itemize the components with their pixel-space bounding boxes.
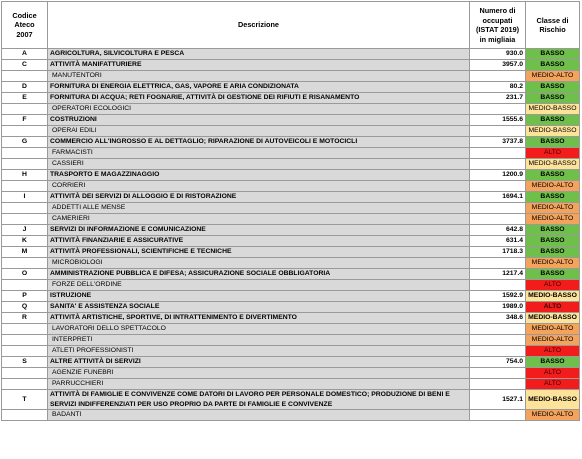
table-row	[2, 357, 580, 368]
description-cell: FORNITURA DI ACQUA; RETI FOGNARIE, ATTIVITÀ DI GESTIONE DEI RIFIUTI E RISANAMENTO	[48, 93, 470, 104]
ateco-code-cell: P	[2, 291, 48, 302]
ateco-code-cell: T	[2, 390, 48, 410]
description-cell: LAVORATORI DELLO SPETTACOLO	[48, 324, 470, 335]
header-employed-line: Numero di	[479, 6, 516, 15]
ateco-code-cell: I	[2, 192, 48, 203]
employed-cell	[470, 346, 526, 357]
description-cell: SANITA' E ASSISTENZA SOCIALE	[48, 302, 470, 313]
employed-cell	[470, 71, 526, 82]
risk-class-badge: MEDIO-BASSO	[526, 313, 580, 324]
table-row	[2, 346, 580, 357]
risk-class-table	[1, 1, 580, 421]
employed-cell: 631.4	[470, 236, 526, 247]
table-row	[2, 148, 580, 159]
risk-class-badge: BASSO	[526, 192, 580, 203]
table-row	[2, 181, 580, 192]
header-risk-class	[526, 2, 580, 49]
risk-class-badge: MEDIO-ALTO	[526, 258, 580, 269]
employed-cell: 1217.4	[470, 269, 526, 280]
risk-class-badge: MEDIO-ALTO	[526, 335, 580, 346]
table-body	[2, 49, 580, 421]
risk-class-badge: MEDIO-ALTO	[526, 181, 580, 192]
description-cell: ADDETTI ALLE MENSE	[48, 203, 470, 214]
ateco-code-cell	[2, 368, 48, 379]
table-row	[2, 269, 580, 280]
risk-class-badge: BASSO	[526, 170, 580, 181]
table-row	[2, 115, 580, 126]
ateco-code-cell	[2, 324, 48, 335]
description-cell: AMMINISTRAZIONE PUBBLICA E DIFESA; ASSICURAZIONE SOCIALE OBBLIGATORIA	[48, 269, 470, 280]
employed-cell: 1592.9	[470, 291, 526, 302]
risk-class-badge: MEDIO-BASSO	[526, 104, 580, 115]
ateco-code-cell	[2, 258, 48, 269]
employed-cell	[470, 181, 526, 192]
employed-cell: 1989.0	[470, 302, 526, 313]
description-cell: FARMACISTI	[48, 148, 470, 159]
risk-class-badge: BASSO	[526, 115, 580, 126]
header-ateco-code	[2, 2, 48, 49]
description-cell: ATTIVITÀ FINANZIARIE E ASSICURATIVE	[48, 236, 470, 247]
risk-class-badge: MEDIO-ALTO	[526, 214, 580, 225]
ateco-code-cell: F	[2, 115, 48, 126]
table-row	[2, 192, 580, 203]
table-row	[2, 104, 580, 115]
risk-class-badge: ALTO	[526, 346, 580, 357]
risk-class-badge: MEDIO-BASSO	[526, 159, 580, 170]
employed-cell	[470, 214, 526, 225]
ateco-code-cell: D	[2, 82, 48, 93]
table-row	[2, 159, 580, 170]
employed-cell: 1200.9	[470, 170, 526, 181]
table-row	[2, 236, 580, 247]
description-cell: PARRUCCHIERI	[48, 379, 470, 390]
employed-cell	[470, 148, 526, 159]
employed-cell: 642.8	[470, 225, 526, 236]
risk-class-badge: MEDIO-ALTO	[526, 71, 580, 82]
table-row	[2, 379, 580, 390]
ateco-code-cell: Q	[2, 302, 48, 313]
table-row	[2, 410, 580, 421]
ateco-code-cell: S	[2, 357, 48, 368]
table-row	[2, 170, 580, 181]
risk-class-badge: ALTO	[526, 280, 580, 291]
table-row	[2, 49, 580, 60]
ateco-code-cell: G	[2, 137, 48, 148]
ateco-code-cell	[2, 148, 48, 159]
employed-cell	[470, 159, 526, 170]
ateco-code-cell	[2, 159, 48, 170]
risk-class-badge: MEDIO-BASSO	[526, 390, 580, 410]
risk-class-badge: BASSO	[526, 357, 580, 368]
table-row	[2, 313, 580, 324]
employed-cell	[470, 203, 526, 214]
ateco-code-cell	[2, 410, 48, 421]
employed-cell: 754.0	[470, 357, 526, 368]
table-row	[2, 302, 580, 313]
header-employed-line: occupati	[482, 15, 513, 25]
description-cell: OPERATORI ECOLOGICI	[48, 104, 470, 115]
description-cell: ATTIVITÀ PROFESSIONALI, SCIENTIFICHE E TECNICHE	[48, 247, 470, 258]
header-code-line: Codice	[12, 10, 37, 20]
employed-cell	[470, 379, 526, 390]
table-row	[2, 203, 580, 214]
ateco-code-cell	[2, 379, 48, 390]
risk-class-badge: BASSO	[526, 269, 580, 280]
ateco-code-cell	[2, 214, 48, 225]
risk-class-badge: BASSO	[526, 49, 580, 60]
employed-cell	[470, 280, 526, 291]
table-row	[2, 390, 580, 410]
description-cell: ATLETI PROFESSIONISTI	[48, 346, 470, 357]
ateco-code-cell: H	[2, 170, 48, 181]
description-cell: TRASPORTO E MAGAZZINAGGIO	[48, 170, 470, 181]
ateco-code-cell	[2, 280, 48, 291]
table-row	[2, 126, 580, 137]
description-cell: FORZE DELL'ORDINE	[48, 280, 470, 291]
description-cell: INTERPRETI	[48, 335, 470, 346]
employed-cell: 1527.1	[470, 390, 526, 410]
table-row	[2, 368, 580, 379]
description-cell: ATTIVITÀ DI FAMIGLIE E CONVIVENZE COME DATORI DI LAVORO PER PERSONALE DOMESTICO; PRODUZIONE DI BENI E SERVIZI INDIFFERENZIATI PER USO PROPRIO DA PARTE DI FAMIGLIE E CONVIVENZE	[48, 390, 470, 410]
description-cell: BADANTI	[48, 410, 470, 421]
employed-cell: 1555.6	[470, 115, 526, 126]
header-row	[2, 2, 580, 49]
employed-cell	[470, 104, 526, 115]
ateco-code-cell: E	[2, 93, 48, 104]
ateco-code-cell	[2, 71, 48, 82]
ateco-code-cell	[2, 335, 48, 346]
risk-class-badge: ALTO	[526, 148, 580, 159]
ateco-code-cell	[2, 346, 48, 357]
description-cell: ATTIVITÀ DEI SERVIZI DI ALLOGGIO E DI RISTORAZIONE	[48, 192, 470, 203]
risk-class-badge: ALTO	[526, 379, 580, 390]
risk-class-badge: MEDIO-BASSO	[526, 126, 580, 137]
ateco-code-cell: O	[2, 269, 48, 280]
table-header	[2, 2, 580, 49]
employed-cell: 231.7	[470, 93, 526, 104]
employed-cell	[470, 126, 526, 137]
description-cell: SERVIZI DI INFORMAZIONE E COMUNICAZIONE	[48, 225, 470, 236]
ateco-code-cell	[2, 203, 48, 214]
employed-cell: 1718.3	[470, 247, 526, 258]
table-row	[2, 71, 580, 82]
ateco-code-cell	[2, 126, 48, 137]
table-row	[2, 225, 580, 236]
description-cell: COSTRUZIONI	[48, 115, 470, 126]
header-employed	[470, 2, 526, 49]
employed-cell: 930.0	[470, 49, 526, 60]
header-employed-line: (ISTAT 2019)	[475, 25, 520, 34]
employed-cell: 348.6	[470, 313, 526, 324]
risk-class-badge: BASSO	[526, 236, 580, 247]
table-row	[2, 82, 580, 93]
employed-cell: 1694.1	[470, 192, 526, 203]
risk-class-badge: BASSO	[526, 225, 580, 236]
table-row	[2, 93, 580, 104]
description-cell: AGENZIE FUNEBRI	[48, 368, 470, 379]
description-cell: CORRIERI	[48, 181, 470, 192]
description-cell: MICROBIOLOGI	[48, 258, 470, 269]
table-row	[2, 214, 580, 225]
employed-cell: 3737.8	[470, 137, 526, 148]
description-cell: ATTIVITÀ MANIFATTURIERE	[48, 60, 470, 71]
table-row	[2, 324, 580, 335]
employed-cell	[470, 324, 526, 335]
table-row	[2, 137, 580, 148]
employed-cell	[470, 410, 526, 421]
risk-class-badge: BASSO	[526, 60, 580, 71]
ateco-code-cell: C	[2, 60, 48, 71]
risk-class-badge: BASSO	[526, 247, 580, 258]
header-description: Descrizione	[48, 2, 470, 49]
header-risk-line: Rischio	[539, 25, 566, 34]
table-row	[2, 291, 580, 302]
description-cell: AGRICOLTURA, SILVICOLTURA E PESCA	[48, 49, 470, 60]
description-cell: CAMERIERI	[48, 214, 470, 225]
employed-cell: 80.2	[470, 82, 526, 93]
ateco-code-cell: J	[2, 225, 48, 236]
risk-class-badge: MEDIO-ALTO	[526, 324, 580, 335]
risk-class-badge: MEDIO-ALTO	[526, 410, 580, 421]
employed-cell	[470, 258, 526, 269]
risk-class-badge: BASSO	[526, 82, 580, 93]
table-row	[2, 280, 580, 291]
ateco-code-cell: R	[2, 313, 48, 324]
header-employed-line: in migliaia	[479, 34, 516, 44]
risk-class-badge: MEDIO-ALTO	[526, 203, 580, 214]
header-code-line: 2007	[16, 29, 33, 39]
table-row	[2, 60, 580, 71]
description-cell: COMMERCIO ALL'INGROSSO E AL DETTAGLIO; RIPARAZIONE DI AUTOVEICOLI E MOTOCICLI	[48, 137, 470, 148]
employed-cell	[470, 335, 526, 346]
table-row	[2, 247, 580, 258]
employed-cell	[470, 368, 526, 379]
risk-class-badge: BASSO	[526, 93, 580, 104]
description-cell: FORNITURA DI ENERGIA ELETTRICA, GAS, VAPORE E ARIA CONDIZIONATA	[48, 82, 470, 93]
ateco-code-cell	[2, 181, 48, 192]
description-cell: ISTRUZIONE	[48, 291, 470, 302]
description-cell: ALTRE ATTIVITÀ DI SERVIZI	[48, 357, 470, 368]
table-row	[2, 335, 580, 346]
description-cell: MANUTENTORI	[48, 71, 470, 82]
ateco-code-cell: K	[2, 236, 48, 247]
description-cell: CASSIERI	[48, 159, 470, 170]
header-code-line: Ateco	[14, 20, 35, 30]
employed-cell: 3957.0	[470, 60, 526, 71]
description-cell: ATTIVITÀ ARTISTICHE, SPORTIVE, DI INTRATTENIMENTO E DIVERTIMENTO	[48, 313, 470, 324]
risk-class-badge: ALTO	[526, 368, 580, 379]
description-cell: OPERAI EDILI	[48, 126, 470, 137]
ateco-code-cell: M	[2, 247, 48, 258]
risk-class-badge: ALTO	[526, 302, 580, 313]
ateco-code-cell: A	[2, 49, 48, 60]
header-risk-line: Classe di	[536, 15, 569, 25]
risk-class-badge: MEDIO-BASSO	[526, 291, 580, 302]
ateco-code-cell	[2, 104, 48, 115]
risk-class-badge: BASSO	[526, 137, 580, 148]
table-row	[2, 258, 580, 269]
